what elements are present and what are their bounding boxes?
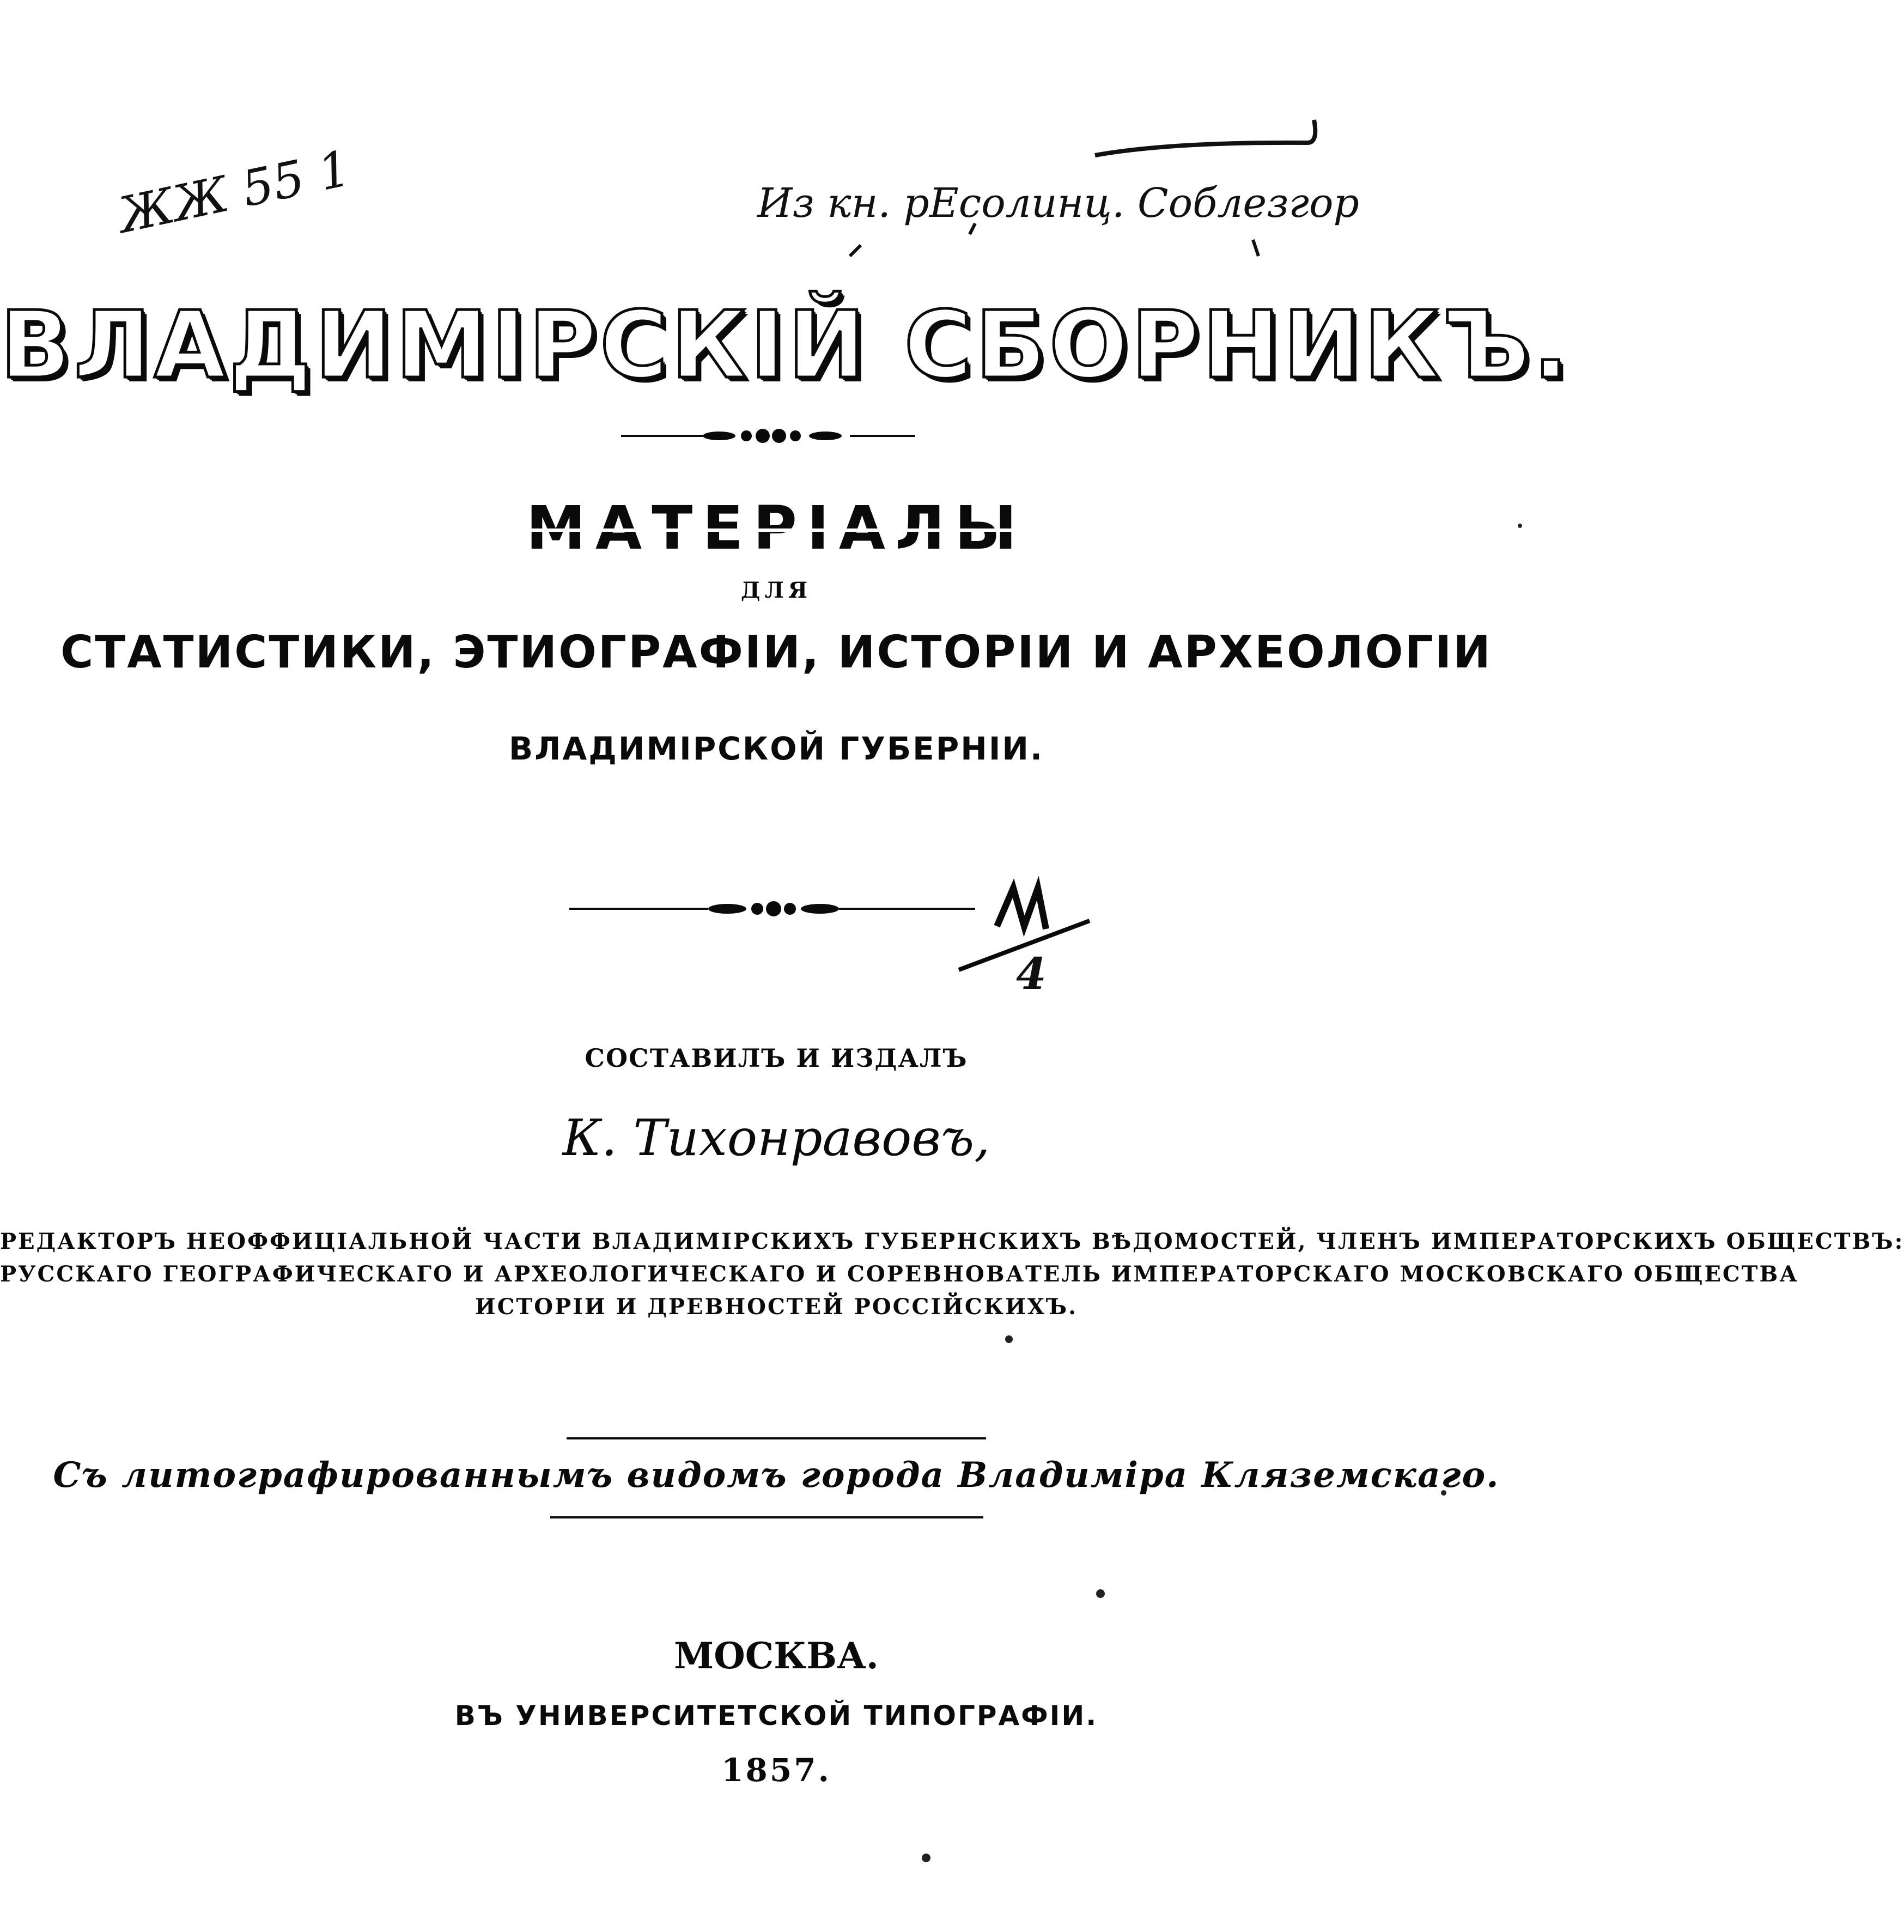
editor-line-2: РУССКАГО ГЕОГРАФИЧЕСКАГО И АРХЕОЛОГИЧЕСКАГО И СОРЕВНОВАТЕЛЬ ИМПЕРАТОРСКАГО МОСКОВСКАГО ОБЩЕСТВА — [0, 1261, 1799, 1287]
handwritten-shelfmark-numerator — [986, 872, 1053, 942]
subjects-line: СТАТИСТИКИ, ЭТИОГРАФІИ, ИСТОРІИ И АРХЕОЛОГІИ — [60, 627, 1492, 678]
handwritten-dedication: Из кн. рЕсолинц. Соблезгор — [757, 180, 1359, 227]
editor-line-1: РЕДАКТОРЪ НЕОФФИЦІАЛЬНОЙ ЧАСТИ ВЛАДИМІРСКИХЪ ГУБЕРНСКИХЪ ВѢДОМОСТЕЙ, ЧЛЕНЪ ИМПЕРАТОРСКИХЪ ОБЩЕСТВЪ: — [0, 1229, 1904, 1254]
for-word: ДЛЯ — [740, 578, 812, 603]
author-name: К. Тихонравовъ, — [562, 1109, 990, 1167]
lithograph-note: Съ литографированнымъ видомъ города Владиміра Кляземскаго. — [53, 1455, 1500, 1496]
gubernia-line: ВЛАДИМІРСКОЙ ГУБЕРНІИ. — [509, 730, 1044, 767]
imprint-year: 1857. — [721, 1752, 831, 1789]
ornament-rule-top — [621, 429, 915, 443]
handwritten-flourish — [1095, 120, 1315, 155]
handwritten-shelf-number: ЖЖ 55 1 — [113, 139, 356, 245]
materials-heading: МАТЕРІАЛЫ — [526, 493, 1027, 563]
book-title: ВЛАДИМІРСКІЙ СБОРНИКЪ. — [0, 291, 1572, 399]
editor-line-3: ИСТОРІИ И ДРЕВНОСТЕЙ РОССІЙСКИХЪ. — [475, 1294, 1078, 1320]
imprint-city: МОСКВА. — [674, 1635, 879, 1677]
composed-by: СОСТАВИЛЪ И ИЗДАЛЪ — [585, 1043, 968, 1073]
handwritten-underline — [850, 223, 1258, 256]
handwritten-shelfmark-denominator: 4 — [1016, 948, 1047, 999]
ornament-rule-middle — [569, 901, 975, 916]
imprint-press: ВЪ УНИВЕРСИТЕТСКОЙ ТИПОГРАФІИ. — [454, 1700, 1098, 1731]
